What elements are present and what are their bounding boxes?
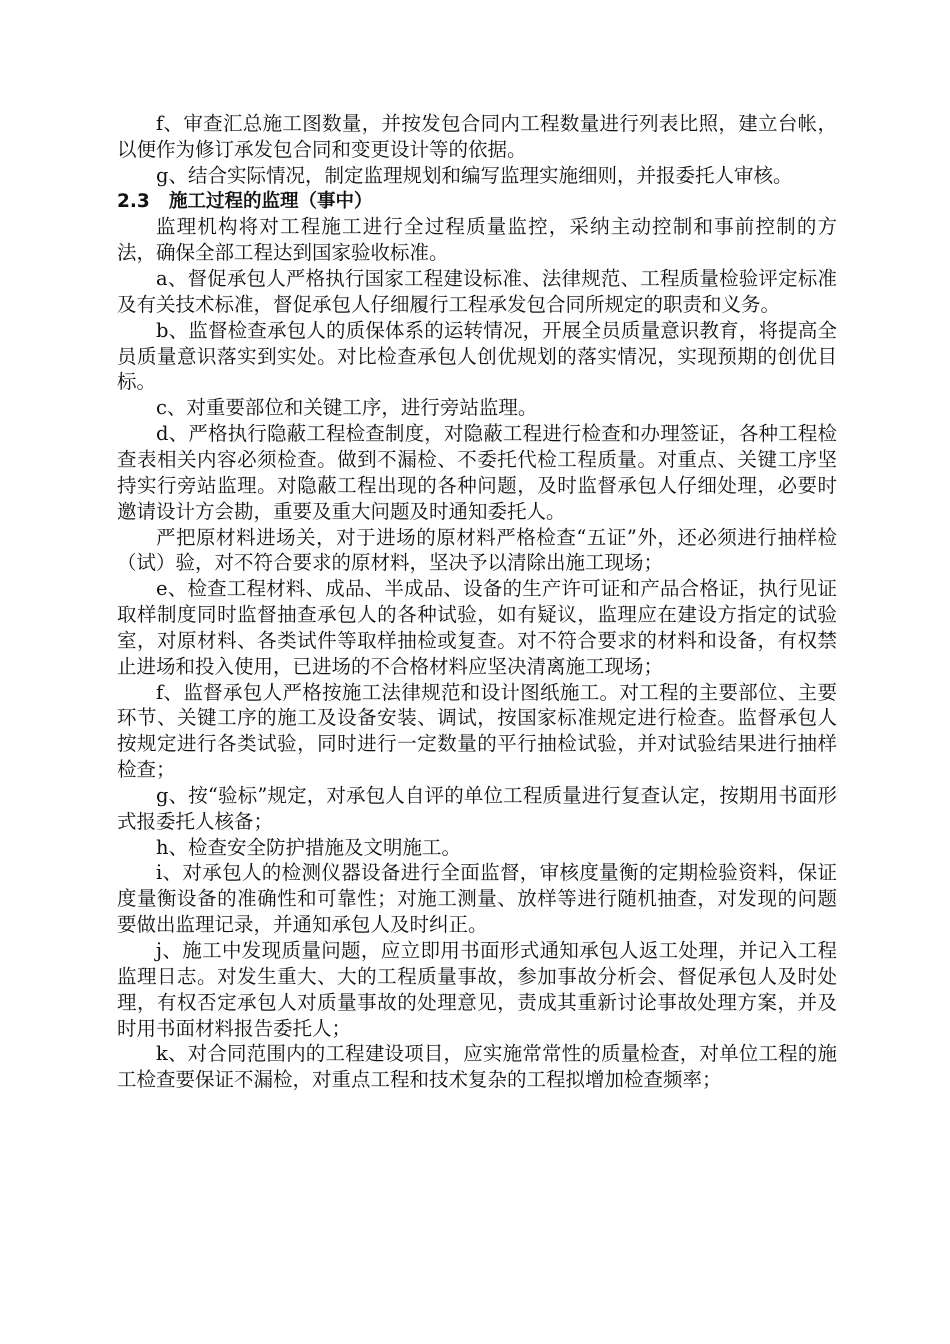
- document-page: [117, 111, 837, 1093]
- paragraph-e: e、检查工程材料、成品、半成品、设备的生产许可证和产品合格证，执行见证取样制度同时监督抽查承包人的各种试验，如有疑议，监理应在建设方指定的试验室，对原材料、各类试件等取样抽检或复查。对不符合要求的材料和设备，有权禁止进场和投入使用，已进场的不合格材料应坚决清离施工现场；: [117, 577, 837, 678]
- section-number: 2.3: [117, 190, 150, 212]
- paragraph-f: f、监督承包人严格按施工法律规范和设计图纸施工。对工程的主要部位、主要环节、关键工序的施工及设备安装、调试，按国家标准规定进行检查。监督承包人按规定进行各类试验，同时进行一定数量的平行抽检试验，并对试验结果进行抽样检查；: [117, 680, 837, 782]
- paragraph-a: a、督促承包人严格执行国家工程建设标准、法律规范、工程质量检验评定标准及有关技术标准，督促承包人仔细履行工程承发包合同所规定的职责和义务。: [117, 267, 837, 316]
- paragraph-f-review-drawings: f、审查汇总施工图数量，并按发包合同内工程数量进行列表比照，建立台帐，以便作为修订承发包合同和变更设计等的依据。: [117, 112, 837, 161]
- paragraph-k: k、对合同范围内的工程建设项目，应实施常常性的质量检查，对单位工程的施工检查要保证不漏检，对重点工程和技术复杂的工程拟增加检查频率；: [117, 1042, 837, 1092]
- paragraph-intro: 监理机构将对工程施工进行全过程质量监控，采纳主动控制和事前控制的方法，确保全部工程达到国家验收标准。: [117, 215, 837, 265]
- paragraph-c: c、对重要部位和关键工序，进行旁站监理。: [156, 396, 538, 420]
- paragraph-i: i、对承包人的检测仪器设备进行全面监督，审核度量衡的定期检验资料，保证度量衡设备的准确性和可靠性；对施工测量、放样等进行随机抽查，对发现的问题要做出监理记录，并通知承包人及时纠正。: [117, 861, 837, 937]
- paragraph-d: d、严格执行隐蔽工程检查制度，对隐蔽工程进行检查和办理签证，各种工程检查表相关内容必须检查。做到不漏检、不委托代检工程质量。对重点、关键工序坚持实行旁站监理。对隐蔽工程出现的各种问题，及时监督承包人仔细处理，必要时邀请设计方会勘，重要及重大问题及时通知委托人。: [117, 422, 837, 523]
- paragraph-h: h、检查安全防护措施及文明施工。: [156, 835, 462, 859]
- section-title: 施工过程的监理（事中）: [169, 190, 373, 212]
- paragraph-b: b、监督检查承包人的质保体系的运转情况，开展全员质量意识教育，将提高全员质量意识落实到实处。对比检查承包人创优规划的落实情况，实现预期的创优目标。: [117, 318, 837, 394]
- paragraph-j: j、施工中发现质量问题，应立即用书面形式通知承包人返工处理，并记入工程监理日志。对发生重大、大的工程质量事故，参加事故分析会、督促承包人及时处理，有权否定承包人对质量事故的处理意见，责成其重新讨论事故处理方案，并及时用书面材料报告委托人；: [117, 939, 837, 1040]
- section-heading: [117, 189, 837, 215]
- paragraph-raw-materials: 严把原材料进场关，对于进场的原材料严格检查“五证”外，还必须进行抽样检（试）验，对不符合要求的原材料，坚决予以清除出施工现场；: [117, 525, 837, 575]
- paragraph-g-supervision-plan: g、结合实际情况，制定监理规划和编写监理实施细则，并报委托人审核。: [156, 163, 793, 187]
- paragraph-g: g、按“验标”规定，对承包人自评的单位工程质量进行复查认定，按期用书面形式报委托人核备；: [117, 783, 837, 833]
